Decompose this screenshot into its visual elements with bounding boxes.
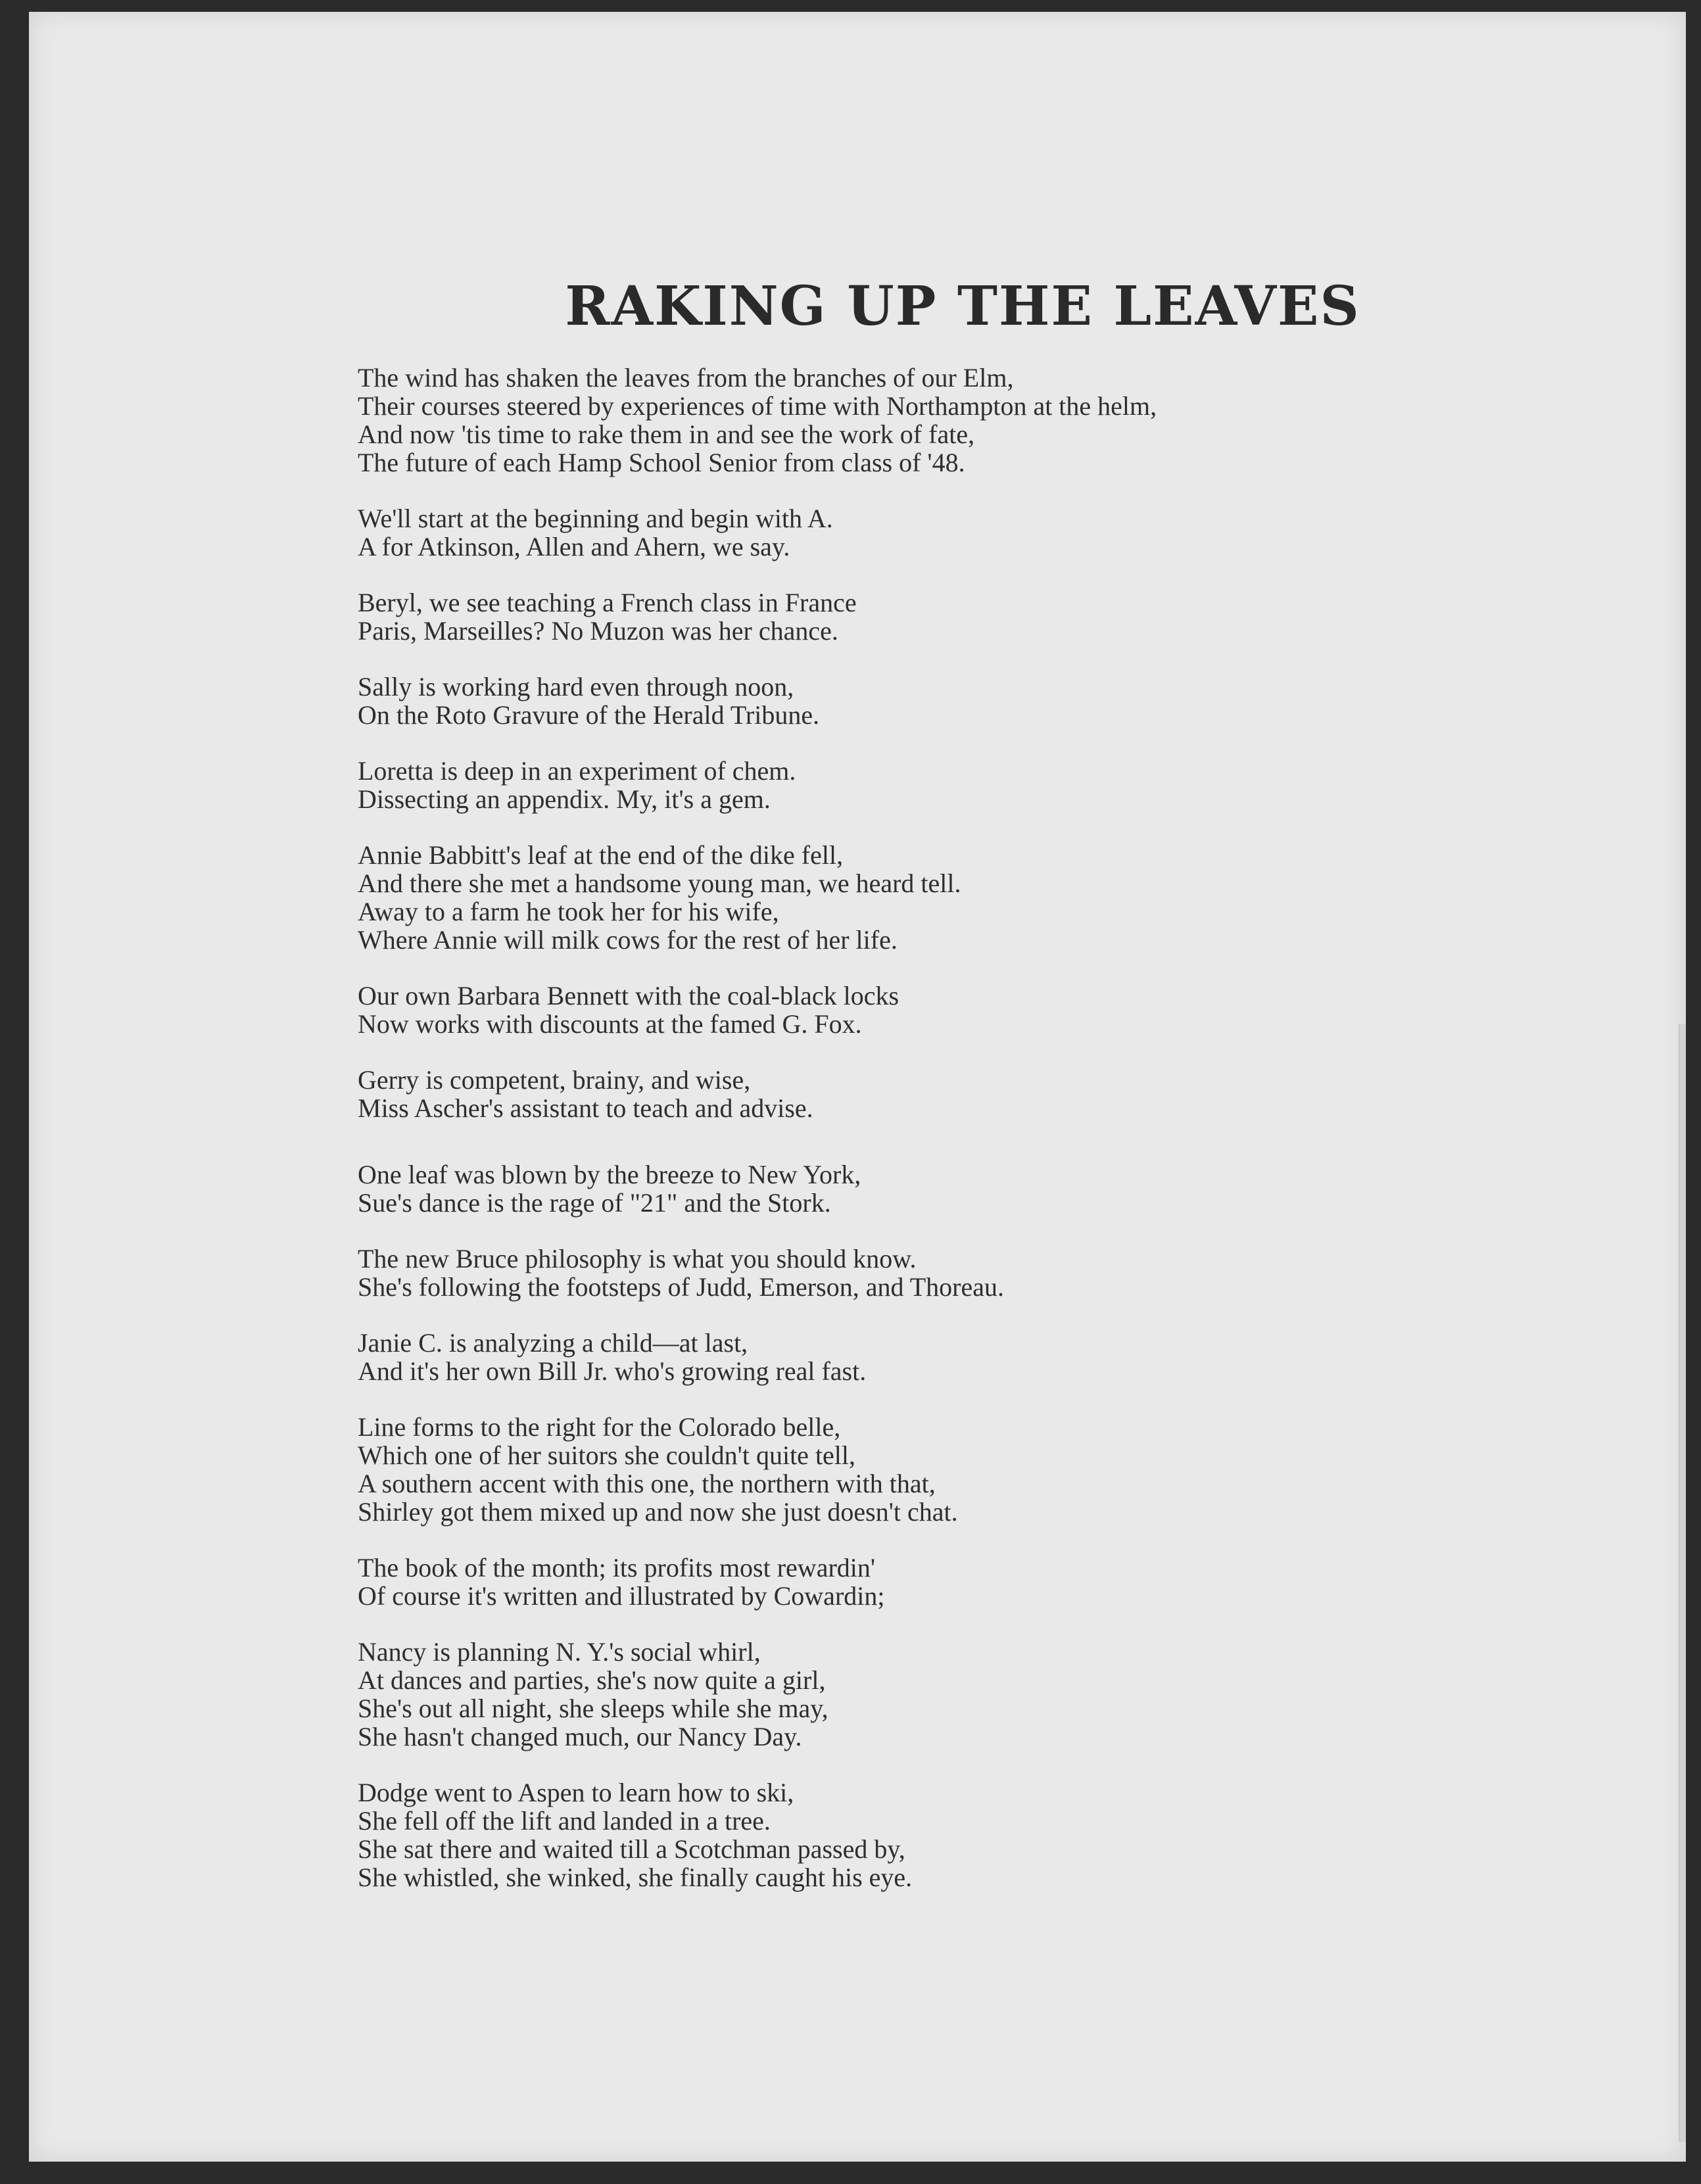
poem-line: And there she met a handsome young man, we heard tell.: [358, 868, 961, 898]
poem-line: The future of each Hamp School Senior from class of '48.: [358, 448, 965, 477]
poem-line: She fell off the lift and landed in a tree.: [358, 1806, 771, 1836]
poem-line: Beryl, we see teaching a French class in France: [358, 588, 857, 617]
page-title: RAKING UP THE LEAVES: [565, 275, 1360, 338]
poem-line: A for Atkinson, Allen and Ahern, we say.: [358, 532, 790, 561]
poem-line: Annie Babbitt's leaf at the end of the dike fell,: [358, 840, 844, 870]
poem-line: She's following the footsteps of Judd, Emerson, and Thoreau.: [358, 1272, 1004, 1302]
poem-line: Line forms to the right for the Colorado belle,: [358, 1412, 841, 1442]
poem-line: She's out all night, she sleeps while she may,: [358, 1694, 828, 1723]
stanza-14: [358, 1638, 1607, 1751]
poem-line: Nancy is planning N. Y.'s social whirl,: [358, 1637, 761, 1667]
poem-line: She hasn't changed much, our Nancy Day.: [358, 1722, 802, 1751]
poem-line: Paris, Marseilles? No Muzon was her chance.: [358, 616, 838, 646]
poem-line: Where Annie will milk cows for the rest of her life.: [358, 925, 898, 955]
stanza-13: [358, 1554, 1607, 1610]
poem-line: Loretta is deep in an experiment of chem.: [358, 756, 796, 786]
stanza-15: [358, 1778, 1607, 1891]
poem-line: Away to a farm he took her for his wife,: [358, 897, 779, 926]
poem-line: The book of the month; its profits most rewardin': [358, 1553, 876, 1582]
poem-line: Of course it's written and illustrated by Cowardin;: [358, 1581, 885, 1611]
stanza-2: [358, 504, 1607, 561]
poem-line: Our own Barbara Bennett with the coal-black locks: [358, 981, 899, 1010]
poem-line: At dances and parties, she's now quite a girl,: [358, 1665, 826, 1695]
poem-line: Miss Ascher's assistant to teach and advise.: [358, 1093, 813, 1123]
stanza-8: [358, 1066, 1607, 1122]
poem-line: A southern accent with this one, the northern with that,: [358, 1469, 936, 1498]
poem-line: And now 'tis time to rake them in and see the work of fate,: [358, 419, 975, 449]
poem-line: One leaf was blown by the breeze to New York,: [358, 1160, 861, 1189]
stanza-1: [358, 364, 1607, 477]
stanza-6: [358, 841, 1607, 954]
poem-line: Shirley got them mixed up and now she just doesn't chat.: [358, 1497, 958, 1527]
poem-line: Now works with discounts at the famed G. Fox.: [358, 1009, 862, 1039]
poem-line: And it's her own Bill Jr. who's growing real fast.: [358, 1356, 867, 1386]
page-edge: [1679, 1024, 1686, 2142]
stanza-9: [358, 1160, 1607, 1217]
stanza-11: [358, 1329, 1607, 1385]
document-page: [29, 12, 1686, 2162]
poem-line: Sally is working hard even through noon,: [358, 672, 794, 701]
stanza-4: [358, 673, 1607, 729]
poem-line: Janie C. is analyzing a child—at last,: [358, 1328, 748, 1358]
poem-line: The new Bruce philosophy is what you should know.: [358, 1244, 917, 1273]
stanza-7: [358, 982, 1607, 1038]
poem-line: Their courses steered by experiences of time with Northampton at the helm,: [358, 391, 1157, 421]
poem-line: The wind has shaken the leaves from the branches of our Elm,: [358, 363, 1014, 392]
stanza-3: [358, 588, 1607, 645]
poem-line: We'll start at the beginning and begin with A.: [358, 504, 833, 533]
poem-line: She whistled, she winked, she finally caught his eye.: [358, 1863, 913, 1892]
stanza-12: [358, 1413, 1607, 1526]
poem-line: On the Roto Gravure of the Herald Tribune.: [358, 700, 820, 730]
stanza-5: [358, 757, 1607, 813]
poem-line: Dissecting an appendix. My, it's a gem.: [358, 784, 771, 814]
poem-line: Sue's dance is the rage of "21" and the Stork.: [358, 1188, 831, 1218]
poem-body: [358, 364, 1607, 1919]
poem-line: She sat there and waited till a Scotchman passed by,: [358, 1834, 905, 1864]
poem-line: Which one of her suitors she couldn't quite tell,: [358, 1440, 856, 1470]
poem-line: Dodge went to Aspen to learn how to ski,: [358, 1778, 794, 1807]
stanza-10: [358, 1245, 1607, 1301]
poem-line: Gerry is competent, brainy, and wise,: [358, 1065, 751, 1095]
